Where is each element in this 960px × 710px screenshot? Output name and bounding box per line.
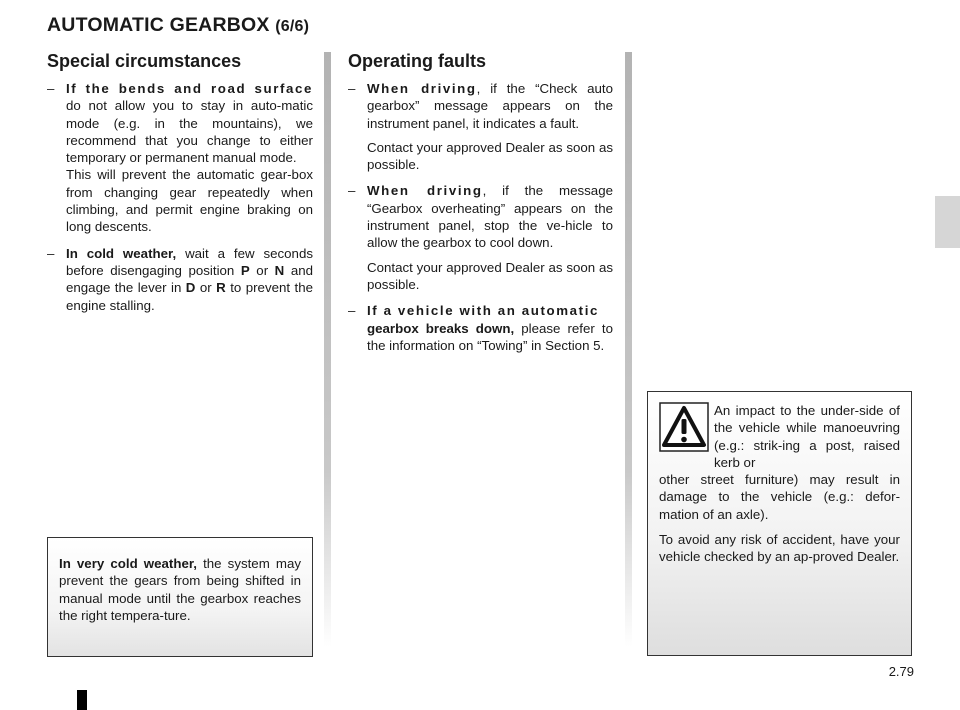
warning-paragraph: other street furniture) may result in damage to the vehicle (e.g.: defor-mation of an axle). [659, 472, 900, 522]
cold-weather-lead: In very cold weather, [59, 556, 197, 571]
warning-box [647, 391, 912, 656]
list-item-lead: When driving [367, 81, 477, 96]
page-number: 2.79 [888, 664, 914, 679]
page-title-text: AUTOMATIC GEARBOX [47, 14, 270, 36]
section-heading-special-circumstances: Special circumstances [47, 51, 242, 71]
section-heading-operating-faults: Operating faults [348, 51, 487, 71]
list-item-text: please refer to the information on “Towing” in Section 5. [367, 320, 613, 353]
list-item-text: do not allow you to stay in auto-matic mode (e.g. in the mountains), we recommend that you change to either temporary or permanent manual mode. [66, 98, 313, 166]
list-paragraph: Contact your approved Dealer as soon as possible. [367, 139, 613, 173]
list-item-text: wait a few seconds before disengaging position [66, 245, 313, 278]
list-paragraph: Contact your approved Dealer as soon as possible. [367, 259, 613, 292]
conj-or: or [256, 262, 269, 278]
list-paragraph [66, 80, 313, 236]
list-item-text: and engage the lever in [66, 262, 314, 296]
page-corner-mark [77, 690, 87, 710]
warning-text-top: An impact to the under-side of the vehicle while manoeuvring (e.g.: strik-ing a post, raised kerb or [714, 403, 900, 470]
list-item-text: to prevent the engine stalling. [66, 280, 314, 313]
gear-key-r: R [216, 280, 226, 296]
list-item [348, 302, 613, 354]
list-item-text: , if the “Check auto gearbox” message appears on the instrument panel, it indicates a fault. [367, 81, 613, 131]
list-paragraph [367, 302, 613, 354]
column-divider [324, 52, 331, 647]
list-item-lead: gearbox breaks down, [367, 320, 515, 336]
list-paragraph [367, 80, 613, 132]
page-title [47, 14, 309, 37]
list-item-text: , if the message “Gearbox overheating” appears on the instrument panel, stop the ve-hicle to allow the gearbox to cool down. [367, 183, 613, 251]
warning-triangle-icon [659, 402, 709, 452]
cold-weather-body: the system may prevent the gears from being shifted in manual mode until the gearbox reaches the right tempera-ture. [59, 556, 301, 623]
list-dash: – [47, 81, 55, 96]
warning-text-body [659, 471, 900, 573]
gear-key-d: D [185, 280, 196, 296]
cold-weather-text [59, 555, 301, 624]
page-title-suffix: (6/6) [275, 18, 310, 35]
operating-faults-list [348, 80, 613, 363]
conj-or: or [199, 280, 212, 296]
list-item [47, 245, 313, 314]
column-divider [625, 52, 632, 647]
list-item [348, 80, 613, 173]
list-dash: – [348, 81, 356, 96]
list-dash: – [348, 183, 356, 199]
list-item-lead: When driving [367, 183, 483, 199]
warning-paragraph: To avoid any risk of accident, have your vehicle checked by an ap-proved Dealer. [659, 531, 900, 565]
gear-key-n: N [274, 262, 285, 278]
list-item-lead: If a vehicle with an automatic [367, 303, 599, 319]
list-item-lead: If the bends and road surface [66, 81, 313, 96]
list-item-text: This will prevent the automatic gear-box from changing gear repeatedly when climbing, and permit engine braking on long descents. [66, 167, 313, 235]
cold-weather-note [47, 537, 313, 657]
gear-key-p: P [240, 262, 250, 278]
list-dash: – [47, 245, 55, 261]
list-dash: – [348, 303, 356, 319]
list-item [47, 80, 313, 236]
section-tab-marker [935, 196, 960, 248]
list-paragraph [66, 245, 313, 314]
special-circumstances-list [47, 80, 313, 323]
list-item [348, 182, 613, 293]
list-item-lead: In cold weather, [66, 245, 177, 261]
list-paragraph [367, 182, 613, 251]
